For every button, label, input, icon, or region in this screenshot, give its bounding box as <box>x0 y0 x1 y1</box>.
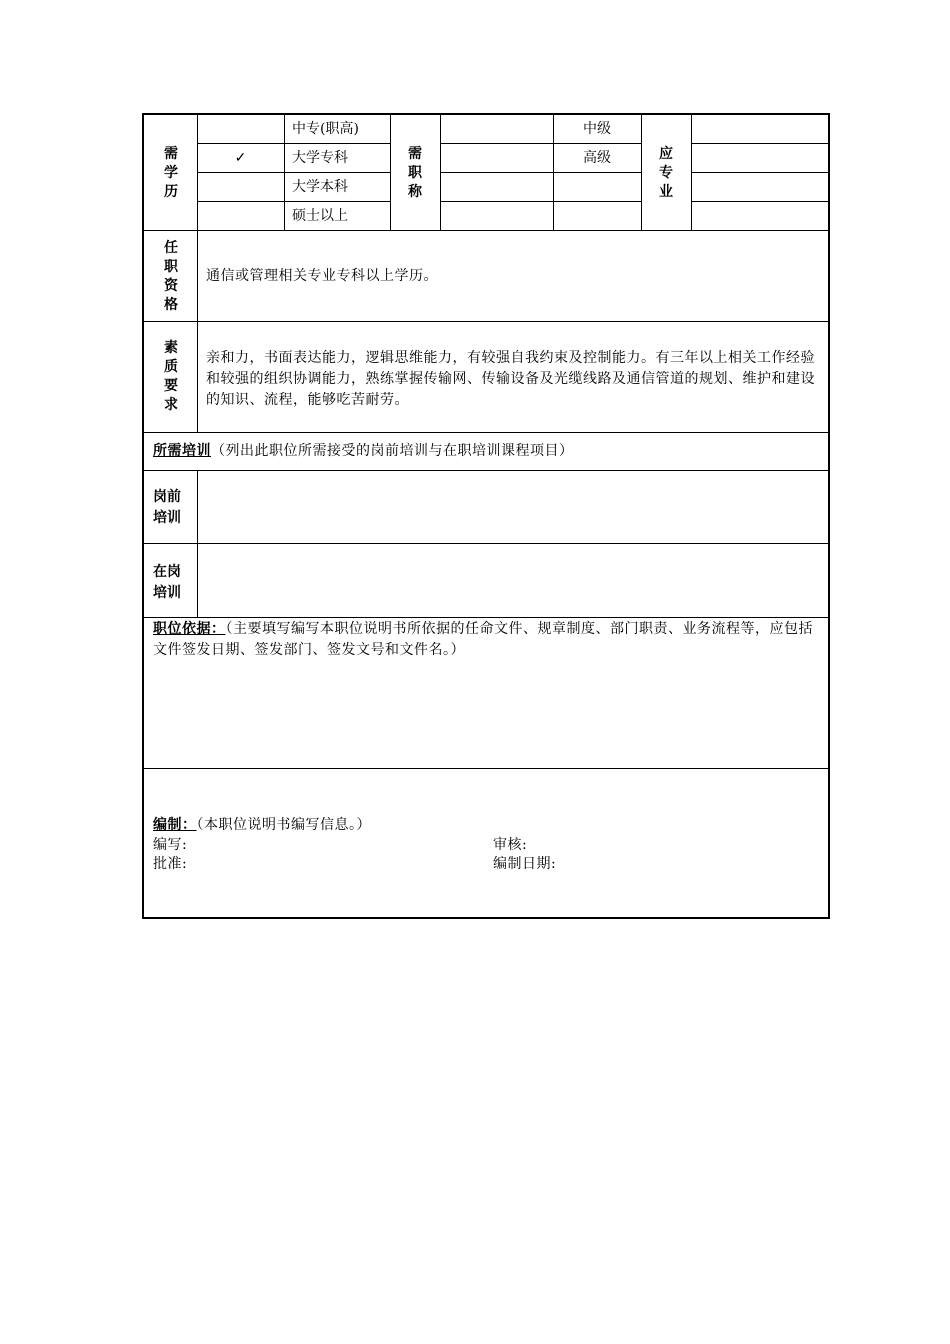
divider <box>144 432 828 433</box>
divider <box>691 201 828 202</box>
basis-label: 职位依据： <box>153 621 226 637</box>
divider <box>440 172 641 173</box>
compile-date-field[interactable]: 编制日期: <box>493 856 557 872</box>
title-option-label: 高级 <box>583 150 611 166</box>
divider <box>641 115 642 231</box>
education-label: 需学历 <box>164 146 178 200</box>
compile-label: 编制： <box>153 817 197 833</box>
approver-field[interactable]: 批准: <box>153 856 188 872</box>
reviewer-field[interactable]: 审核: <box>493 837 528 853</box>
title-option-label: 中级 <box>583 121 611 137</box>
compile-note: （本职位说明书编写信息。） <box>196 817 371 833</box>
major-label: 应专业 <box>659 146 673 200</box>
title-requirement-label: 需职称 <box>408 146 422 200</box>
on-job-training-label: 在岗培训 <box>153 564 181 601</box>
divider <box>144 230 828 231</box>
divider <box>144 543 828 544</box>
education-option-label: 大学专科 <box>292 150 348 166</box>
divider <box>284 115 285 231</box>
education-option-label: 硕士以上 <box>292 208 348 224</box>
quality-label: 素质要求 <box>164 340 178 413</box>
divider <box>390 115 391 231</box>
divider <box>197 115 198 231</box>
divider <box>691 115 692 231</box>
divider <box>691 172 828 173</box>
divider <box>144 768 828 769</box>
job-description-form <box>143 114 829 918</box>
qualification-text: 通信或管理相关专业专科以上学历。 <box>206 268 438 284</box>
divider <box>144 617 828 618</box>
divider <box>144 321 828 322</box>
basis-section <box>153 619 819 661</box>
training-note: （列出此职位所需接受的岗前培训与在职培训课程项目） <box>211 443 574 459</box>
quality-text: 亲和力，书面表达能力，逻辑思维能力，有较强自我约束及控制能力。有三年以上相关工作经验和较强的组织协调能力，熟练掌握传输网、传输设备及光缆线路及通信管道的规划、维护和建设的知识、流程，能够吃苦耐劳。 <box>206 350 815 408</box>
education-option-label: 中专(职高) <box>292 121 359 137</box>
writer-field[interactable]: 编写: <box>153 837 188 853</box>
divider <box>440 115 441 231</box>
training-header <box>153 441 823 462</box>
qualification-label: 任职资格 <box>164 240 178 313</box>
education-check-mark[interactable]: ✓ <box>234 150 247 166</box>
divider <box>144 470 828 471</box>
divider <box>197 230 198 433</box>
divider <box>197 470 198 618</box>
compile-header <box>153 815 753 836</box>
divider <box>440 201 641 202</box>
training-label: 所需培训 <box>153 443 211 459</box>
education-option-label: 大学本科 <box>292 179 348 195</box>
divider <box>691 143 828 144</box>
pre-job-training-label: 岗前培训 <box>153 489 181 526</box>
basis-note: （主要填写编写本职位说明书所依据的任命文件、规章制度、部门职责、业务流程等，应包括文件签发日期、签发部门、签发文号和文件名。） <box>153 621 813 658</box>
